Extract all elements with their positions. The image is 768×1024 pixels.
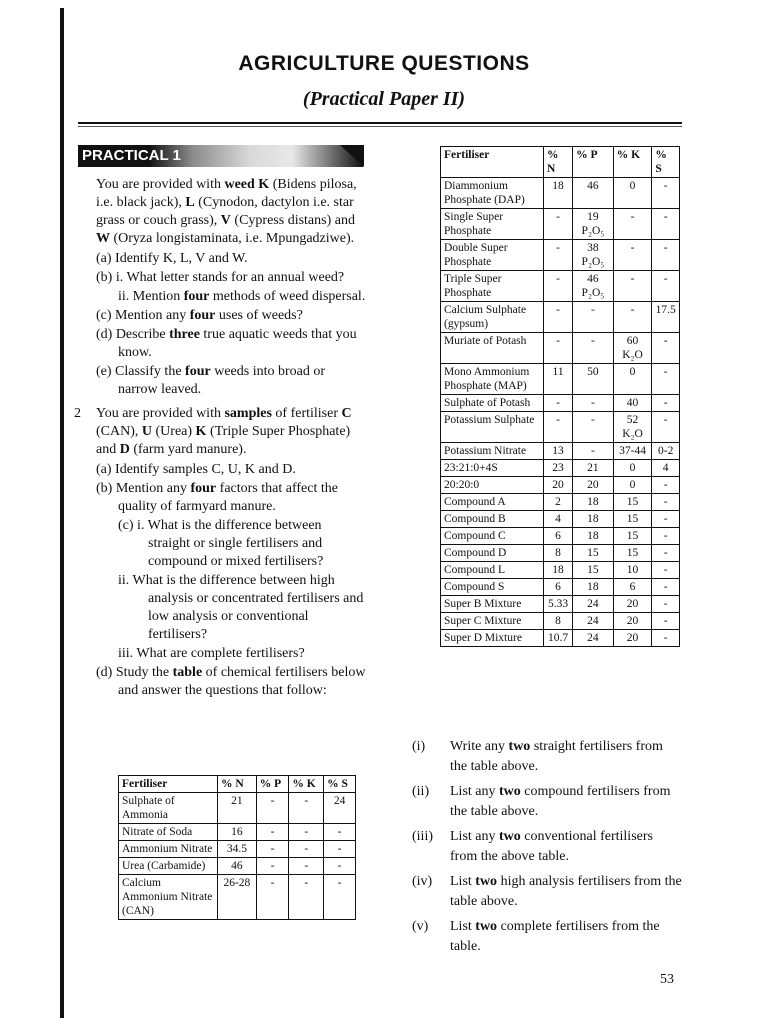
table-cell: 18 (544, 562, 573, 579)
table-cell: 18 (573, 528, 614, 545)
text: (b) Mention any (96, 481, 191, 496)
text: List (450, 874, 476, 889)
q1-part-b-ii (96, 288, 366, 306)
table-row (441, 302, 680, 333)
table-cell: 23 (544, 460, 573, 477)
table-row (119, 858, 356, 875)
table-cell: 20 (613, 630, 652, 647)
q2-part-c-ii: ii. What is the difference between high analysis or concentrated fertilisers and low analysis or conventional fertilisers? (118, 573, 364, 642)
table-cell: Compound B (441, 511, 544, 528)
q1-intro-bold: V (220, 213, 231, 228)
table-cell: - (652, 494, 680, 511)
table-cell: - (573, 395, 614, 412)
bold-text: samples (224, 406, 272, 421)
table-cell: - (544, 395, 573, 412)
table-cell: - (652, 364, 680, 395)
table-cell: 24 (573, 613, 614, 630)
table-cell: Single Super Phosphate (441, 209, 544, 240)
table-cell: 24 (573, 630, 614, 647)
table-row (441, 545, 680, 562)
table-row (441, 460, 680, 477)
table-row (441, 240, 680, 271)
column-header: % S (324, 776, 356, 793)
table-cell: 24 (573, 596, 614, 613)
text: (d) Describe (96, 327, 170, 342)
table-cell: Potassium Sulphate (441, 412, 544, 443)
question-item (412, 872, 682, 912)
table-cell: - (652, 395, 680, 412)
table-row (441, 494, 680, 511)
header-rule-thin (78, 126, 682, 127)
fertiliser-table-large (440, 146, 680, 647)
table-cell: 18 (544, 178, 573, 209)
table-cell: - (652, 209, 680, 240)
q1-part-a: (a) Identify K, L, V and W. (96, 251, 248, 266)
q1-intro-text: You are provided with (96, 177, 225, 192)
table-cell: Compound A (441, 494, 544, 511)
table-cell: - (652, 579, 680, 596)
text: conventional fertilisers from the above table. (450, 829, 653, 864)
table-cell: 8 (544, 545, 573, 562)
table-row (119, 793, 356, 824)
table-cell: - (289, 824, 324, 841)
question-number: (iii) (412, 829, 433, 844)
q1-intro-text: (Oryza longistaminata, i.e. Mpungadziwe). (110, 231, 355, 246)
table-cell: 38 P₂O₅ (573, 240, 614, 271)
table-row (441, 477, 680, 494)
table-cell: 20:20:0 (441, 477, 544, 494)
table-cell: Diammonium Phosphate (DAP) (441, 178, 544, 209)
column-header: % N (218, 776, 257, 793)
table-cell: 20 (544, 477, 573, 494)
table-cell: 6 (544, 528, 573, 545)
table-cell: - (652, 333, 680, 364)
table-row (441, 178, 680, 209)
column-header: Fertiliser (119, 776, 218, 793)
table-cell: Mono Ammonium Phosphate (MAP) (441, 364, 544, 395)
table-cell: Compound L (441, 562, 544, 579)
q2-intro (74, 405, 366, 459)
bold-text: three (169, 327, 200, 342)
table-cell: Compound C (441, 528, 544, 545)
table-cell: - (289, 793, 324, 824)
table-cell: - (652, 178, 680, 209)
q1-intro-bold: weed K (224, 177, 270, 192)
text: compound fertilisers from the table above. (450, 784, 671, 819)
text: Write any (450, 739, 509, 754)
text: (farm yard manure). (129, 442, 247, 457)
text: (CAN), (96, 424, 142, 439)
question-item (412, 917, 682, 957)
table-row (441, 395, 680, 412)
page-title: AGRICULTURE QUESTIONS (238, 52, 530, 75)
table-cell: - (289, 875, 324, 920)
table-cell: 4 (652, 460, 680, 477)
table-cell: 23:21:0+4S (441, 460, 544, 477)
table-cell: 0 (613, 364, 652, 395)
table-cell: 0-2 (652, 443, 680, 460)
question-number: (i) (412, 739, 426, 754)
table-cell: Calcium Ammonium Nitrate (CAN) (119, 875, 218, 920)
text: ii. Mention (118, 289, 184, 304)
table-cell: 37-44 (613, 443, 652, 460)
bold-text: four (189, 308, 216, 323)
table-cell: - (256, 793, 289, 824)
table-cell: 52 K₂O (613, 412, 652, 443)
table-cell: Potassium Nitrate (441, 443, 544, 460)
table-row (441, 271, 680, 302)
bold-text: four (190, 481, 217, 496)
fertiliser-table-large-body (441, 178, 680, 647)
table-cell: 15 (613, 545, 652, 562)
table-header-row (119, 776, 356, 793)
table-cell: Compound S (441, 579, 544, 596)
q1-intro-text: (Bidens pilosa, i.e. black jack), (96, 177, 357, 210)
table-cell: - (256, 875, 289, 920)
table-cell: 17.5 (652, 302, 680, 333)
table-row (119, 841, 356, 858)
table-cell: 46 P₂O₅ (573, 271, 614, 302)
table-cell: 10 (613, 562, 652, 579)
table-cell: 50 (573, 364, 614, 395)
table-cell: - (544, 209, 573, 240)
table-row (441, 630, 680, 647)
table-cell: 46 (218, 858, 257, 875)
text: (Triple Super Phosphate) and (96, 424, 351, 457)
q1-intro-bold: W (96, 231, 110, 246)
bold-text: two (475, 874, 498, 889)
question-item (412, 827, 682, 867)
table-cell: - (652, 596, 680, 613)
text: (e) Classify the (96, 364, 186, 379)
table-cell: - (544, 333, 573, 364)
column-header: % P (573, 147, 614, 178)
table-row (441, 443, 680, 460)
table-cell: - (652, 271, 680, 302)
page-edge-bar (60, 8, 64, 1018)
text: List any (450, 784, 499, 799)
table-cell: - (652, 240, 680, 271)
bold-text: four (185, 364, 211, 379)
left-column (74, 176, 366, 701)
bold-text: two (499, 829, 521, 844)
table-cell: 26-28 (218, 875, 257, 920)
table-cell: - (256, 858, 289, 875)
table-cell: 10.7 (544, 630, 573, 647)
table-row (441, 596, 680, 613)
table-row (441, 364, 680, 395)
question-number: (iv) (412, 874, 433, 889)
table-cell: 6 (613, 579, 652, 596)
q1-part-d (96, 326, 366, 362)
text: List (450, 919, 476, 934)
table-cell: 21 (218, 793, 257, 824)
text: straight fertilisers from the table above. (450, 739, 663, 774)
text: List any (450, 829, 499, 844)
q1-intro-text: (Cynodon, dactylon i.e. star grass or couch grass), (96, 195, 354, 228)
question-item (412, 737, 682, 777)
q1-intro (96, 176, 366, 248)
q1-intro-bold: L (185, 195, 195, 210)
table-cell: - (613, 302, 652, 333)
table-row (441, 613, 680, 630)
table-row (119, 875, 356, 920)
table-cell: - (613, 271, 652, 302)
text: high analysis fertilisers from the table above. (450, 874, 682, 909)
table-cell: Sulphate of Ammonia (119, 793, 218, 824)
table-cell: Nitrate of Soda (119, 824, 218, 841)
text: factors that affect the quality of farmyard manure. (118, 481, 338, 514)
table-cell: - (544, 240, 573, 271)
column-header: % K (613, 147, 652, 178)
column-header: % P (256, 776, 289, 793)
bold-text: two (499, 784, 521, 799)
table-cell: 5.33 (544, 596, 573, 613)
table-cell: - (652, 511, 680, 528)
table-cell: Compound D (441, 545, 544, 562)
q2-part-b (96, 480, 366, 516)
q1-part-e (96, 363, 366, 399)
table-cell: - (652, 545, 680, 562)
table-cell: 16 (218, 824, 257, 841)
table-cell: 15 (613, 511, 652, 528)
table-cell: - (652, 630, 680, 647)
table-cell: - (544, 302, 573, 333)
table-cell: 15 (613, 528, 652, 545)
table-cell: 34.5 (218, 841, 257, 858)
table-cell: 4 (544, 511, 573, 528)
table-cell: 24 (324, 793, 356, 824)
table-cell: 15 (613, 494, 652, 511)
bold-text: two (508, 739, 531, 754)
text: methods of weed dispersal. (209, 289, 366, 304)
header-rule (78, 122, 682, 124)
table-cell: 20 (613, 596, 652, 613)
table-cell: - (652, 528, 680, 545)
fertiliser-table-small (118, 775, 356, 920)
table-cell: Super B Mixture (441, 596, 544, 613)
table-cell: 18 (573, 511, 614, 528)
table-row (441, 412, 680, 443)
table-cell: 11 (544, 364, 573, 395)
practical-banner-label: PRACTICAL 1 (82, 147, 181, 164)
table-cell: 2 (544, 494, 573, 511)
table-cell: Muriate of Potash (441, 333, 544, 364)
table-cell: - (256, 841, 289, 858)
bold-text: four (183, 289, 210, 304)
table-cell: - (652, 562, 680, 579)
q1-part-b-i: (b) i. What letter stands for an annual weed? (96, 270, 345, 285)
text: of fertiliser (271, 406, 342, 421)
table-cell: - (573, 302, 614, 333)
q2-part-d (96, 664, 366, 700)
table-row (119, 824, 356, 841)
table-cell: - (613, 240, 652, 271)
question-number: (ii) (412, 784, 430, 799)
text: You are provided with (96, 406, 225, 421)
question-number: (v) (412, 919, 429, 934)
bold-text: two (475, 919, 498, 934)
table-cell: - (573, 443, 614, 460)
table-cell: - (573, 412, 614, 443)
text: (c) Mention any (96, 308, 190, 323)
table-row (441, 333, 680, 364)
table-cell: Ammonium Nitrate (119, 841, 218, 858)
table-cell: - (289, 858, 324, 875)
table-cell: 60 K₂O (613, 333, 652, 364)
table-cell: 40 (613, 395, 652, 412)
table-cell: Sulphate of Potash (441, 395, 544, 412)
table-cell: 6 (544, 579, 573, 596)
table-cell: - (544, 412, 573, 443)
q1-intro-text: (Cypress distans) and (230, 213, 355, 228)
table-cell: 0 (613, 460, 652, 477)
text: of chemical fertilisers below and answer the questions that follow: (118, 665, 366, 698)
table-cell: Urea (Carbamide) (119, 858, 218, 875)
table-cell: - (324, 841, 356, 858)
table-cell: - (544, 271, 573, 302)
table-row (441, 579, 680, 596)
practical-banner (78, 145, 363, 167)
table-cell: - (613, 209, 652, 240)
column-header: % S (652, 147, 680, 178)
table-cell: 13 (544, 443, 573, 460)
bold-text: table (172, 665, 203, 680)
table-cell: Super D Mixture (441, 630, 544, 647)
question-item (412, 782, 682, 822)
table-cell: Calcium Sulphate (gypsum) (441, 302, 544, 333)
text: weeds into broad or narrow leaved. (118, 364, 326, 397)
table-cell: - (256, 824, 289, 841)
table-cell: 0 (613, 477, 652, 494)
table-cell: - (324, 875, 356, 920)
column-header: % N (544, 147, 573, 178)
q2-part-c-iii: iii. What are complete fertilisers? (118, 646, 305, 661)
column-header: % K (289, 776, 324, 793)
table-cell: - (573, 333, 614, 364)
table-cell: 15 (573, 545, 614, 562)
bold-text: U (141, 424, 153, 439)
table-row (441, 528, 680, 545)
table-cell: 8 (544, 613, 573, 630)
table-row (441, 209, 680, 240)
banner-decoration (340, 145, 364, 167)
table-cell: 46 (573, 178, 614, 209)
q2-part-c-i: (c) i. What is the difference between straight or single fertilisers and compound or mixed fertilisers? (118, 518, 324, 569)
page-subtitle: (Practical Paper II) (302, 88, 466, 110)
table-cell: Super C Mixture (441, 613, 544, 630)
bold-text: D (119, 442, 130, 457)
table-cell: 18 (573, 579, 614, 596)
table-cell: - (652, 613, 680, 630)
bold-text: C (341, 406, 352, 421)
table-cell: 18 (573, 494, 614, 511)
table-cell: 21 (573, 460, 614, 477)
table-cell: 20 (613, 613, 652, 630)
table-cell: 0 (613, 178, 652, 209)
page-number: 53 (660, 972, 674, 987)
table-cell: 19 P₂O₅ (573, 209, 614, 240)
table-cell: - (289, 841, 324, 858)
table-row (441, 562, 680, 579)
column-header: Fertiliser (441, 147, 544, 178)
table-cell: - (652, 477, 680, 494)
text: (Urea) (152, 424, 196, 439)
table-row (441, 511, 680, 528)
table-header-row (441, 147, 680, 178)
text: uses of weeds? (215, 308, 303, 323)
table-cell: - (324, 824, 356, 841)
bold-text: K (195, 424, 207, 439)
table-cell: 20 (573, 477, 614, 494)
table-cell: - (652, 412, 680, 443)
right-questions (412, 737, 682, 962)
table-cell: 15 (573, 562, 614, 579)
text: complete fertilisers from the table. (450, 919, 660, 954)
q2-number: 2 (74, 406, 81, 421)
table-cell: Double Super Phosphate (441, 240, 544, 271)
text: (d) Study the (96, 665, 173, 680)
table-cell: Triple Super Phosphate (441, 271, 544, 302)
q2-part-a: (a) Identify samples C, U, K and D. (96, 462, 296, 477)
table-cell: - (324, 858, 356, 875)
text: true aquatic weeds that you know. (118, 327, 357, 360)
q1-part-c (96, 307, 366, 325)
